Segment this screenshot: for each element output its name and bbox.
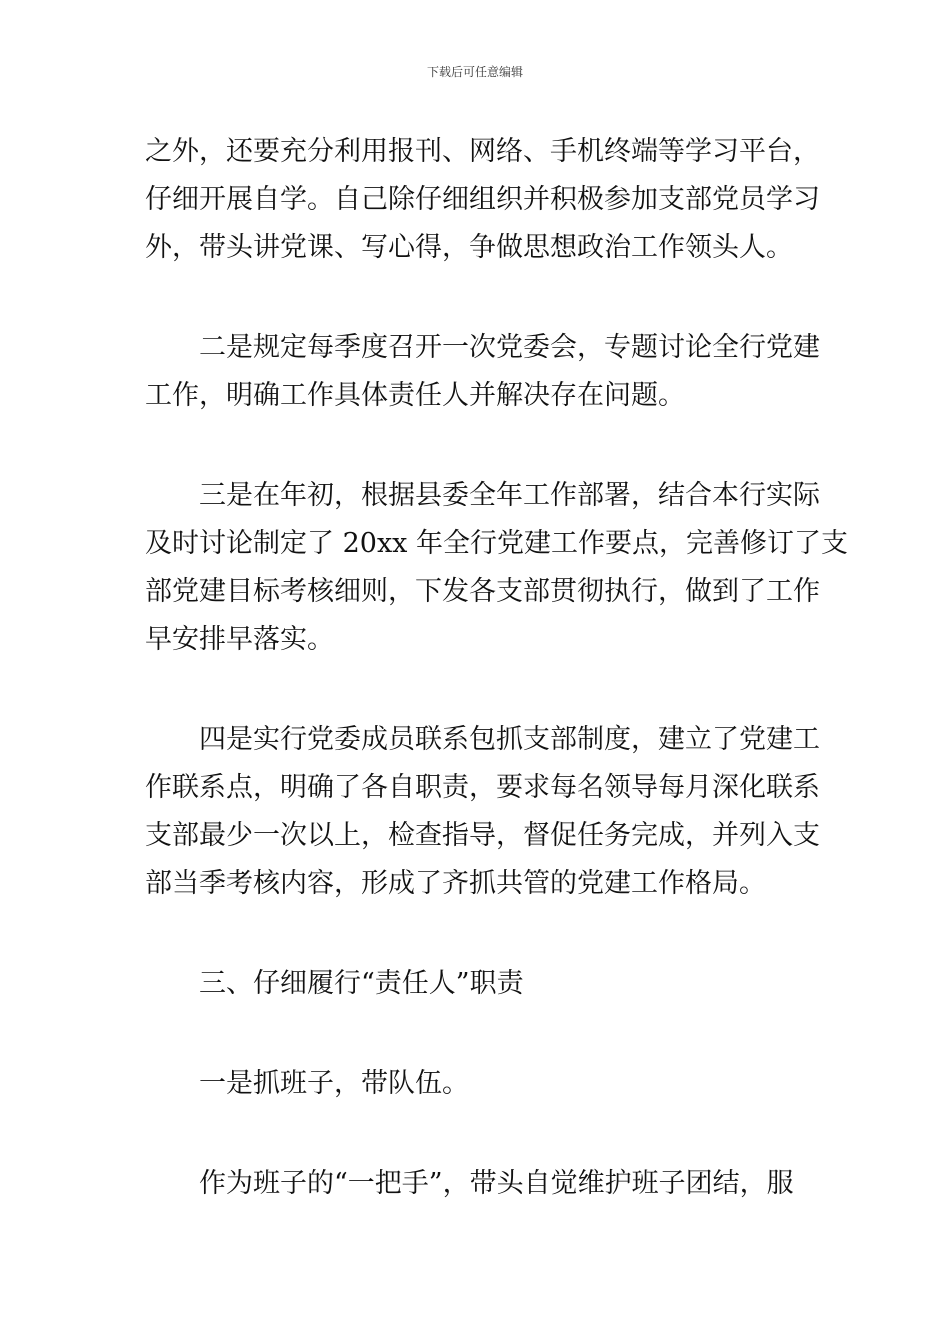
text-line: 部当季考核内容，形成了齐抓共管的党建工作格局。: [145, 868, 766, 899]
page-header: 下载后可任意编辑: [426, 65, 523, 79]
text-line: 之外，还要充分利用报刊、网络、手机终端等学习平台，: [145, 136, 820, 167]
document-body: [145, 128, 848, 1260]
text-line: 四是实行党委成员联系包抓支部制度，建立了党建工: [199, 724, 820, 755]
text-line: 作为班子的“一把手”，带头自觉维护班子团结，服: [199, 1168, 794, 1199]
text-line: 作联系点，明确了各自职责，要求每名领导每月深化联系: [145, 772, 820, 803]
text-line: 二是规定每季度召开一次党委会，专题讨论全行党建: [199, 332, 820, 363]
text-line: 支部最少一次以上，检查指导，督促任务完成，并列入支: [145, 820, 820, 851]
text-line: 及时讨论制定了 20xx 年全行党建工作要点，完善修订了支: [145, 528, 848, 559]
paragraph-4: [145, 716, 820, 908]
section-heading: [145, 960, 810, 1008]
paragraph-7: [145, 1160, 810, 1208]
text-line: 早安排早落实。: [145, 624, 334, 655]
paragraph-1: [145, 128, 820, 272]
text-line: 外，带头讲党课、写心得，争做思想政治工作领头人。: [145, 232, 793, 263]
text-line: 部党建目标考核细则，下发各支部贯彻执行，做到了工作: [145, 576, 820, 607]
paragraph-3: [145, 472, 848, 664]
paragraph-6: [145, 1060, 810, 1108]
paragraph-2: [145, 324, 820, 420]
text-line: 工作，明确工作具体责任人并解决存在问题。: [145, 380, 685, 411]
text-line: 仔细开展自学。自己除仔细组织并积极参加支部党员学习: [145, 184, 820, 215]
text-line: 三、仔细履行“责任人”职责: [199, 968, 524, 999]
text-line: 三是在年初，根据县委全年工作部署，结合本行实际: [199, 480, 820, 511]
text-line: 一是抓班子，带队伍。: [199, 1068, 469, 1099]
